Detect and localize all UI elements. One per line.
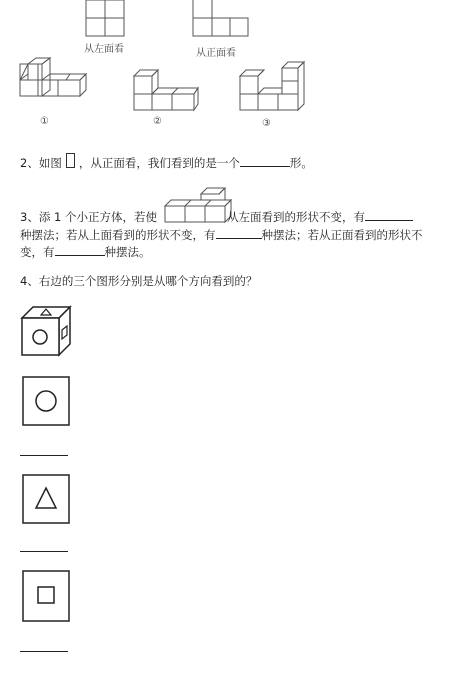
- q3-blank-1[interactable]: [365, 208, 413, 221]
- q3-line1-end: 从左面看到的形状不变，有: [226, 210, 365, 224]
- solid-3-label: ③: [262, 118, 271, 129]
- q2-prefix: 2、如图: [20, 156, 62, 170]
- q2-suffix: 形。: [289, 156, 313, 170]
- question-4: 4、右边的三个图形分别是从哪个方向看到的？: [20, 274, 258, 288]
- q4-answer-line-3[interactable]: [20, 651, 68, 652]
- q3-blank-2[interactable]: [216, 226, 262, 239]
- q4-circle-view: [22, 376, 70, 426]
- q4-cube-figure: [20, 305, 75, 360]
- solid-2-label: ②: [153, 116, 162, 127]
- q3-line2-c: 不: [411, 228, 423, 242]
- front-view-caption: 从正面看: [196, 48, 236, 59]
- q3-line-2: [20, 226, 423, 244]
- q2-middle: ，从正面看，我们看到的是一个: [78, 156, 240, 170]
- q3-line-3: [20, 243, 151, 261]
- q3-line3-start: 变，有: [20, 245, 55, 259]
- solid-1-figure: [18, 62, 88, 112]
- q2-answer-blank[interactable]: [240, 154, 290, 167]
- q3-line2-b: 种摆法；若从正面看到的形状: [261, 228, 411, 242]
- q3-line3-end: 种摆法。: [104, 245, 151, 259]
- q4-answer-line-1[interactable]: [20, 455, 68, 456]
- q3-line-1: [20, 208, 413, 226]
- q2-small-rect-figure: [66, 153, 75, 168]
- q3-blank-3[interactable]: [55, 243, 105, 256]
- q3-line1-start: 3、添 1 个小正方体，若使: [20, 210, 157, 224]
- q4-answer-line-2[interactable]: [20, 551, 68, 552]
- solid-1-label: ①: [40, 116, 49, 127]
- left-view-figure: [85, 0, 127, 40]
- front-view-figure: [192, 0, 252, 40]
- solid-3-figure: [238, 66, 308, 112]
- question-2: [20, 153, 313, 172]
- q4-triangle-view: [22, 474, 70, 524]
- left-view-caption: 从左面看: [84, 44, 124, 55]
- q4-square-view: [22, 570, 70, 622]
- solid-2-figure: [132, 68, 202, 112]
- q3-line2-a: 种摆法；若从上面看到的形状不变，有: [20, 228, 216, 242]
